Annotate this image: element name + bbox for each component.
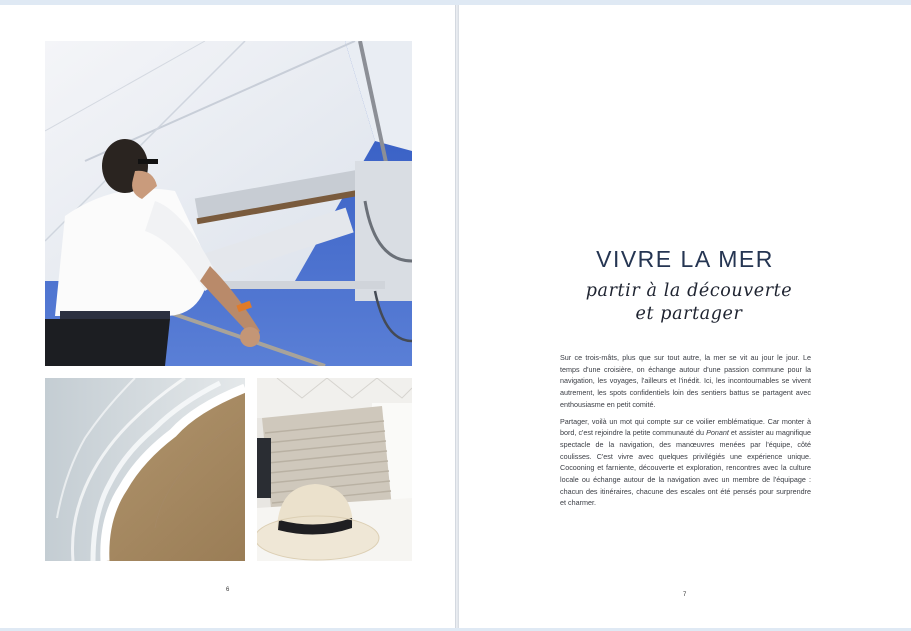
subtitle-line-1: partir à la découverte: [585, 281, 793, 301]
page-title: VIVRE LA MER: [596, 246, 774, 272]
page-number-left: 6: [226, 587, 230, 593]
sailor-photo: [45, 41, 412, 366]
subtitle-line-2: et partager: [635, 304, 743, 324]
paragraph-2: Partager, voilà un mot qui compte sur ce voilier emblématique. Car monter à bord, c'est rejoindre la petite communauté du Ponant et assister au magnifique spectacle de la navigation, des manœuvres menées par l'équipe, côté coulisses. C'est vivre avec quelques privilégiés une expérience unique. Cocooning et farniente, découverte et exploration, rencontres avec la culture locale ou échange autour de la navigation avec un membre de l'équipage : chacun des itinéraires, chacune des escales ont été pensés pour surprendre et charmer.: [560, 416, 812, 508]
page-number-right: 7: [683, 592, 687, 598]
straw-hat-cushion-photo: [257, 378, 412, 561]
body-text: [560, 352, 811, 514]
right-page-content: [459, 5, 911, 628]
paragraph-1: Sur ce trois-mâts, plus que sur tout autre, la mer se vit au jour le jour. Le temps d'une croisière, on échange autour d'une passion commune pour la navigation, les voyages, l'ailleurs et l'inédit. Ici, les incontournables se vivent autrement, les spots confidentiels loin des sentiers battus se partagent avec enthousiasme en petit comité.: [560, 353, 811, 409]
ponant-name: Ponant: [706, 428, 729, 438]
beach-waves-photo: [45, 378, 245, 561]
